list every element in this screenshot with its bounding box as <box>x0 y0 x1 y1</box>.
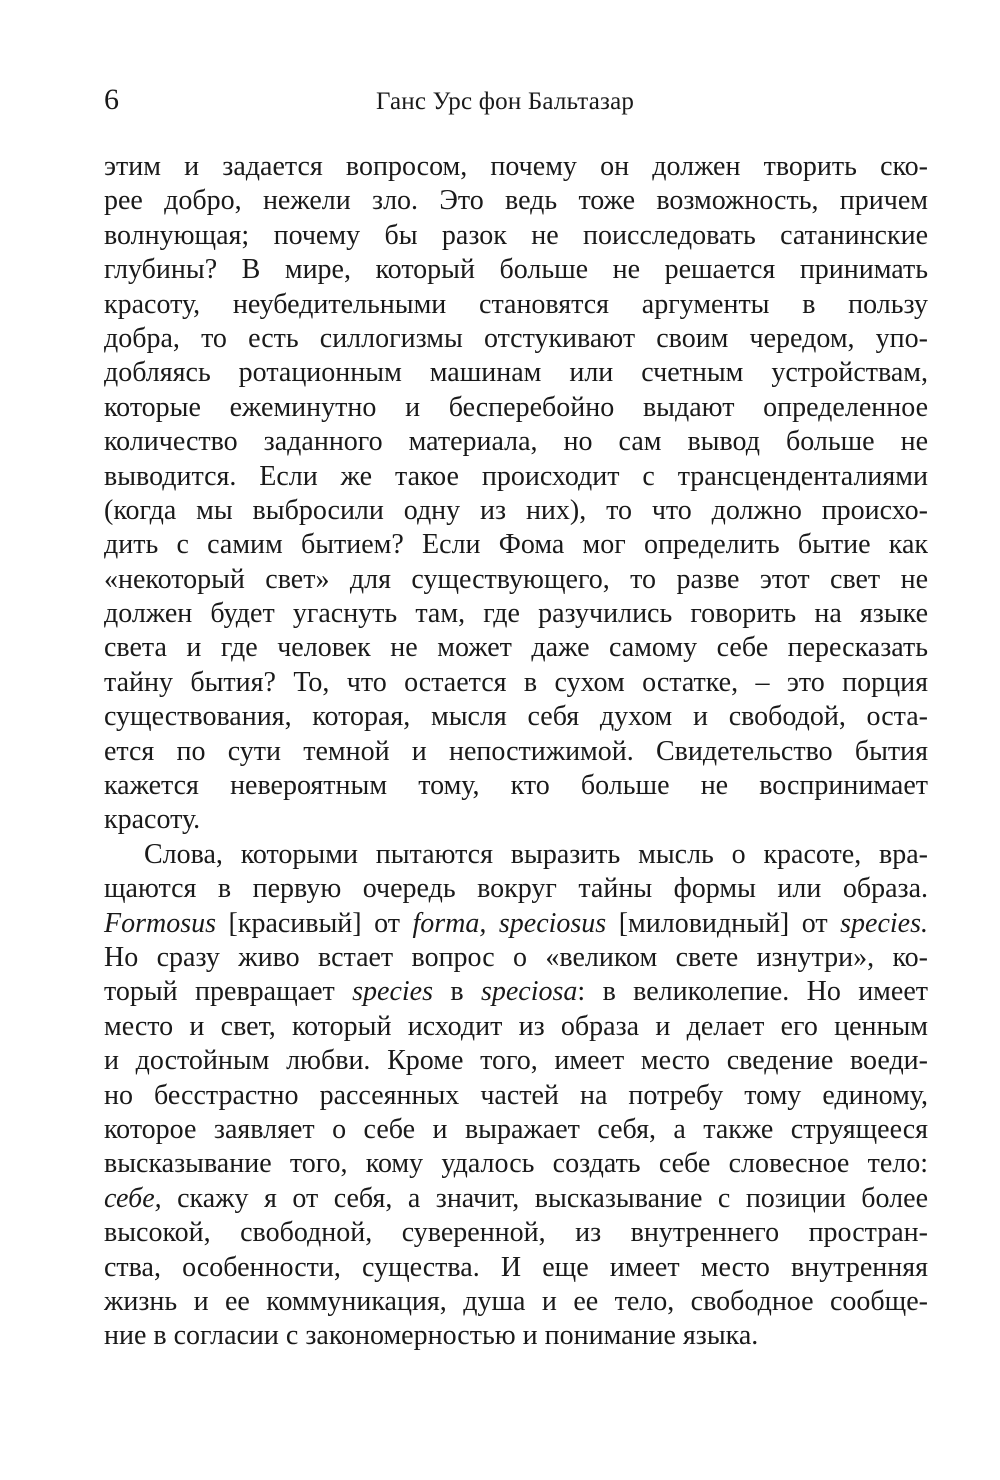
text-line: рее добро, нежели зло. Это ведь тоже возможность, причем <box>104 185 928 217</box>
italic-term: Formosus <box>104 907 217 939</box>
italic-term: speciosa <box>480 976 578 1008</box>
text-segment: [миловидный] от <box>606 907 841 939</box>
text-segment: скажу я от себя, а значит, высказывание с позиции более <box>161 1182 928 1214</box>
text-line <box>104 975 928 1009</box>
text-line: тайну бытия? То, что остается в сухом остатке, – это порция <box>104 666 928 698</box>
text-line: щаются в первую очередь вокруг тайны формы или образа. <box>104 873 928 905</box>
page-number: 6 <box>104 83 119 116</box>
body-text <box>104 150 928 1354</box>
text-line: но бесстрастно рассеянных частей на потребу тому единому, <box>104 1079 928 1111</box>
text-line: добра, то есть силлогизмы отстукивают своим чередом, упо- <box>104 322 928 354</box>
text-line: (когда мы выбросили одну из них), то что должно происхо- <box>104 494 928 526</box>
text-segment: в <box>433 976 481 1008</box>
text-line: и достойным любви. Кроме того, имеет место сведение воеди- <box>104 1045 928 1077</box>
running-head: Ганс Урс фон Бальтазар <box>375 88 635 115</box>
text-line: глубины? В мире, который больше не решается принимать <box>104 254 928 286</box>
paragraph <box>104 150 928 838</box>
text-line: выводится. Если же такое происходит с трансценденталиями <box>104 460 928 492</box>
text-line: кажется невероятным тому, кто больше не воспринимает <box>104 770 928 802</box>
text-line <box>104 1182 928 1216</box>
italic-term: себе, <box>104 1182 162 1214</box>
text-line: красоту, неубедительными становятся аргументы в пользу <box>104 288 928 320</box>
text-segment: торый превращает <box>104 976 353 1008</box>
text-line: высокой, свободной, суверенной, из внутреннего простран- <box>104 1217 928 1249</box>
text-line: количество заданного материала, но сам вывод больше не <box>104 426 928 458</box>
italic-term: forma, speciosus <box>412 907 607 939</box>
text-line: место и свет, который исходит из образа и делает его ценным <box>104 1010 928 1042</box>
text-line: должен будет угаснуть там, где разучились говорить на языке <box>104 598 928 630</box>
text-line: волнующая; почему бы разок не поисследовать сатанинские <box>104 219 928 251</box>
text-line: ется по сути темной и непостижимой. Свидетельство бытия <box>104 735 928 767</box>
text-line: ние в согласии с закономерностью и понимание языка. <box>104 1320 759 1352</box>
text-line: добляясь ротационным машинам или счетным устройствам, <box>104 357 928 389</box>
text-line: существования, которая, мысля себя духом и свободой, оста- <box>104 701 928 733</box>
text-line: высказывание того, кому удалось создать себе словесное тело: <box>104 1148 928 1180</box>
italic-term: species. <box>840 907 928 939</box>
text-line: света и где человек не может даже самому себе пересказать <box>104 632 928 664</box>
text-line: которое заявляет о себе и выражает себя, а также струящееся <box>104 1113 928 1145</box>
text-line: дить с самим бытием? Если Фома мог определить бытие как <box>104 529 928 561</box>
text-line: «некоторый свет» для существующего, то разве этот свет не <box>104 563 928 595</box>
text-line: жизнь и ее коммуникация, душа и ее тело, свободное сообще- <box>104 1285 928 1317</box>
italic-term: species <box>352 976 433 1008</box>
text-line <box>104 907 928 941</box>
text-line: которые ежеминутно и бесперебойно выдают определенное <box>104 391 928 423</box>
text-line: Но сразу живо встает вопрос о «великом свете изнутри», ко- <box>104 941 928 973</box>
text-line: этим и задается вопросом, почему он должен творить ско- <box>104 151 928 182</box>
text-line: Слова, которыми пытаются выразить мысль о красоте, вра- <box>144 838 928 870</box>
text-segment: [красивый] от <box>216 907 413 939</box>
text-segment: : в великолепие. Но имеет <box>577 976 928 1008</box>
paragraph <box>104 838 928 1354</box>
text-line: красоту. <box>104 804 201 836</box>
text-line: ства, особенности, существа. И еще имеет место внутренняя <box>104 1251 928 1283</box>
